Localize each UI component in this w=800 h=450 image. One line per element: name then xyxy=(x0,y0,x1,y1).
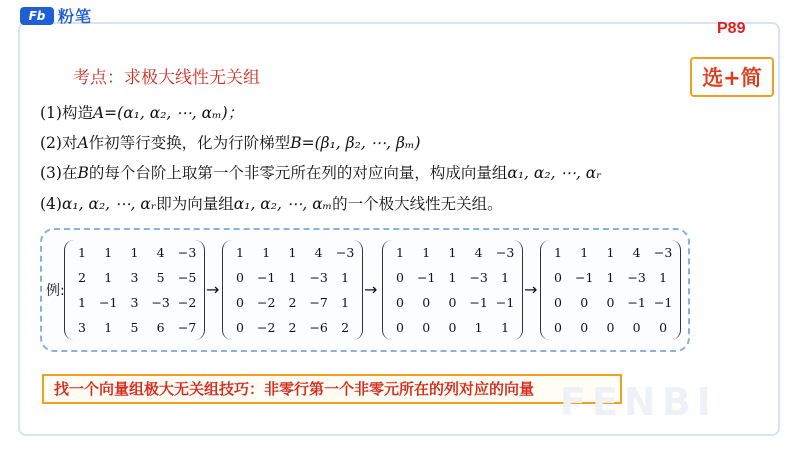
matrix-cell: 1 xyxy=(341,295,350,310)
matrix-cell: 1 xyxy=(262,245,271,260)
matrix-cell: 0 xyxy=(659,320,668,335)
watermark: FENBI xyxy=(560,380,717,424)
step-4-body: α₁, α₂, ⋯, αᵣ xyxy=(61,195,157,213)
matrix-cell: 4 xyxy=(474,245,483,260)
matrix-cell: 0 xyxy=(396,295,404,310)
step-3-lead: (3)在 xyxy=(40,164,78,182)
matrix-cell: 0 xyxy=(236,295,244,310)
matrix-cell: 1 xyxy=(130,245,139,260)
step-3-body: α₁, α₂, ⋯, αᵣ xyxy=(507,164,602,182)
step-2-lead: (2)对 xyxy=(40,134,78,152)
step-4-mid: 即为向量组 xyxy=(156,195,234,213)
matrix-row xyxy=(545,265,676,290)
matrix-cell: −3 xyxy=(335,245,355,260)
matrix-cell: 1 xyxy=(606,245,615,260)
matrix-cell: 2 xyxy=(341,320,350,335)
matrix-cell: −1 xyxy=(99,295,118,310)
brand-logo xyxy=(20,4,92,27)
matrix-cell: −3 xyxy=(653,245,673,260)
matrix-cell: −7 xyxy=(309,295,328,310)
matrix-cell: −3 xyxy=(177,245,197,260)
matrix-cell: 1 xyxy=(554,245,562,260)
matrix-a-symbol: A xyxy=(77,134,89,152)
matrix-cell: 0 xyxy=(236,320,244,335)
step-4-tail: 的一个极大线性无关组。 xyxy=(332,195,503,213)
matrix-cell: 1 xyxy=(104,245,113,260)
step-3-mid: 的每个台阶上取第一个非零元所在列的对应向量，构成向量组 xyxy=(88,164,508,182)
matrix-cell: 1 xyxy=(448,270,457,285)
matrix-cell: 1 xyxy=(396,245,404,260)
matrix-cell: 1 xyxy=(288,270,297,285)
matrix-cell: −3 xyxy=(309,270,328,285)
matrix-row xyxy=(387,290,518,315)
matrix-cell: −1 xyxy=(495,295,515,310)
matrix-cell: 1 xyxy=(659,270,668,285)
matrix-cell: −3 xyxy=(469,270,488,285)
step-4-lead: (4) xyxy=(40,195,62,213)
matrix-cell: −1 xyxy=(257,270,276,285)
matrix-cell: −2 xyxy=(177,295,197,310)
matrix-cell: 0 xyxy=(236,270,244,285)
matrix-row xyxy=(387,315,518,340)
matrix-cell: 4 xyxy=(314,245,323,260)
matrix-cell: −1 xyxy=(575,270,594,285)
matrix-1 xyxy=(64,240,205,340)
matrix-row xyxy=(387,265,518,290)
step-1-eq: = xyxy=(104,104,118,122)
matrix-cell: 3 xyxy=(130,270,139,285)
matrix-row xyxy=(69,290,200,315)
matrix-row xyxy=(227,290,358,315)
matrix-cell: 0 xyxy=(606,295,615,310)
matrix-row xyxy=(545,315,676,340)
matrix-cell: 5 xyxy=(130,320,139,335)
matrix-cell: −2 xyxy=(257,295,276,310)
arrow-icon: → xyxy=(206,280,220,299)
matrix-cell: 6 xyxy=(156,320,165,335)
step-2-eq: = xyxy=(301,134,315,152)
matrix-cell: 2 xyxy=(288,295,297,310)
page-number: P89 xyxy=(717,20,746,37)
step-1-body: (α₁, α₂, ⋯, αₘ)； xyxy=(117,104,244,122)
matrix-cell: 0 xyxy=(606,320,615,335)
matrix-row xyxy=(69,315,200,340)
matrix-cell: −3 xyxy=(627,270,646,285)
matrix-row xyxy=(227,240,358,265)
matrix-cell: −2 xyxy=(257,320,276,335)
matrix-cell: 0 xyxy=(422,320,431,335)
matrix-cell: 1 xyxy=(501,270,510,285)
matrix-cell: 3 xyxy=(78,320,86,335)
matrix-cell: 1 xyxy=(104,270,113,285)
matrix-cell: 0 xyxy=(554,320,562,335)
arrow-icon: → xyxy=(364,280,378,299)
matrix-cell: 1 xyxy=(448,245,457,260)
matrix-cell: 0 xyxy=(422,295,431,310)
matrix-row xyxy=(545,290,676,315)
matrix-row xyxy=(545,240,676,265)
arrow-icon: → xyxy=(524,280,538,299)
matrix-cell: 1 xyxy=(474,320,483,335)
matrix-4 xyxy=(540,240,681,340)
matrix-cell: 0 xyxy=(448,320,457,335)
example-box xyxy=(40,228,690,352)
example-label: 例: xyxy=(46,283,65,299)
matrix-cell: −1 xyxy=(469,295,488,310)
logo-text: 粉笔 xyxy=(58,7,93,26)
tip-box: 找一个向量组极大无关组技巧：非零行第一个非零元所在的列对应的向量 xyxy=(42,374,622,404)
matrix-2 xyxy=(222,240,363,340)
matrix-cell: 3 xyxy=(130,295,139,310)
matrix-row xyxy=(227,265,358,290)
matrix-a-symbol: A xyxy=(92,104,105,122)
matrix-cell: 4 xyxy=(632,245,641,260)
step-2 xyxy=(40,131,421,153)
difficulty-tag: 选+简 xyxy=(690,57,774,97)
matrix-cell: 1 xyxy=(422,245,431,260)
matrix-cell: −3 xyxy=(151,295,170,310)
matrix-b-symbol: B xyxy=(290,134,302,152)
step-1 xyxy=(40,101,243,123)
matrix-b-symbol: B xyxy=(77,164,89,182)
matrix-cell: 1 xyxy=(606,270,615,285)
matrix-cell: −1 xyxy=(653,295,673,310)
topic-title: 考点：求极大线性无关组 xyxy=(73,68,260,88)
matrix-cell: 4 xyxy=(156,245,165,260)
matrix-cell: −1 xyxy=(417,270,436,285)
matrix-cell: 1 xyxy=(236,245,244,260)
step-2-body: (β₁, β₂, ⋯, βₘ) xyxy=(314,134,421,152)
matrix-row xyxy=(227,315,358,340)
matrix-cell: 1 xyxy=(288,245,297,260)
matrix-row xyxy=(69,240,200,265)
matrix-cell: 0 xyxy=(554,295,562,310)
matrix-cell: 0 xyxy=(448,295,457,310)
logo-mark: Fb xyxy=(20,7,54,25)
matrix-cell: 1 xyxy=(78,245,86,260)
step-2-mid: 作初等行变换，化为行阶梯型 xyxy=(88,134,291,152)
matrix-cell: −3 xyxy=(495,245,515,260)
matrix-cell: −6 xyxy=(309,320,328,335)
step-4-body2: α₁, α₂, ⋯, αₘ xyxy=(233,195,333,213)
matrix-cell: 0 xyxy=(580,295,589,310)
matrix-cell: 5 xyxy=(156,270,165,285)
step-3 xyxy=(40,161,602,183)
matrix-cell: 1 xyxy=(341,270,350,285)
matrix-cell: 1 xyxy=(78,295,86,310)
matrix-cell: 1 xyxy=(104,320,113,335)
matrix-cell: 0 xyxy=(554,270,562,285)
matrix-cell: −5 xyxy=(177,270,197,285)
matrix-cell: 2 xyxy=(288,320,297,335)
matrix-cell: 1 xyxy=(580,245,589,260)
matrix-cell: −7 xyxy=(177,320,197,335)
matrix-cell: 0 xyxy=(396,320,404,335)
matrix-3 xyxy=(382,240,523,340)
step-4 xyxy=(40,192,503,214)
matrix-row xyxy=(387,240,518,265)
matrix-cell: 0 xyxy=(632,320,641,335)
step-1-lead: (1)构造 xyxy=(40,104,93,122)
matrix-cell: 0 xyxy=(396,270,404,285)
matrix-cell: −1 xyxy=(627,295,646,310)
matrix-cell: 0 xyxy=(580,320,589,335)
matrix-cell: 1 xyxy=(501,320,510,335)
matrix-cell: 2 xyxy=(78,270,86,285)
matrix-row xyxy=(69,265,200,290)
